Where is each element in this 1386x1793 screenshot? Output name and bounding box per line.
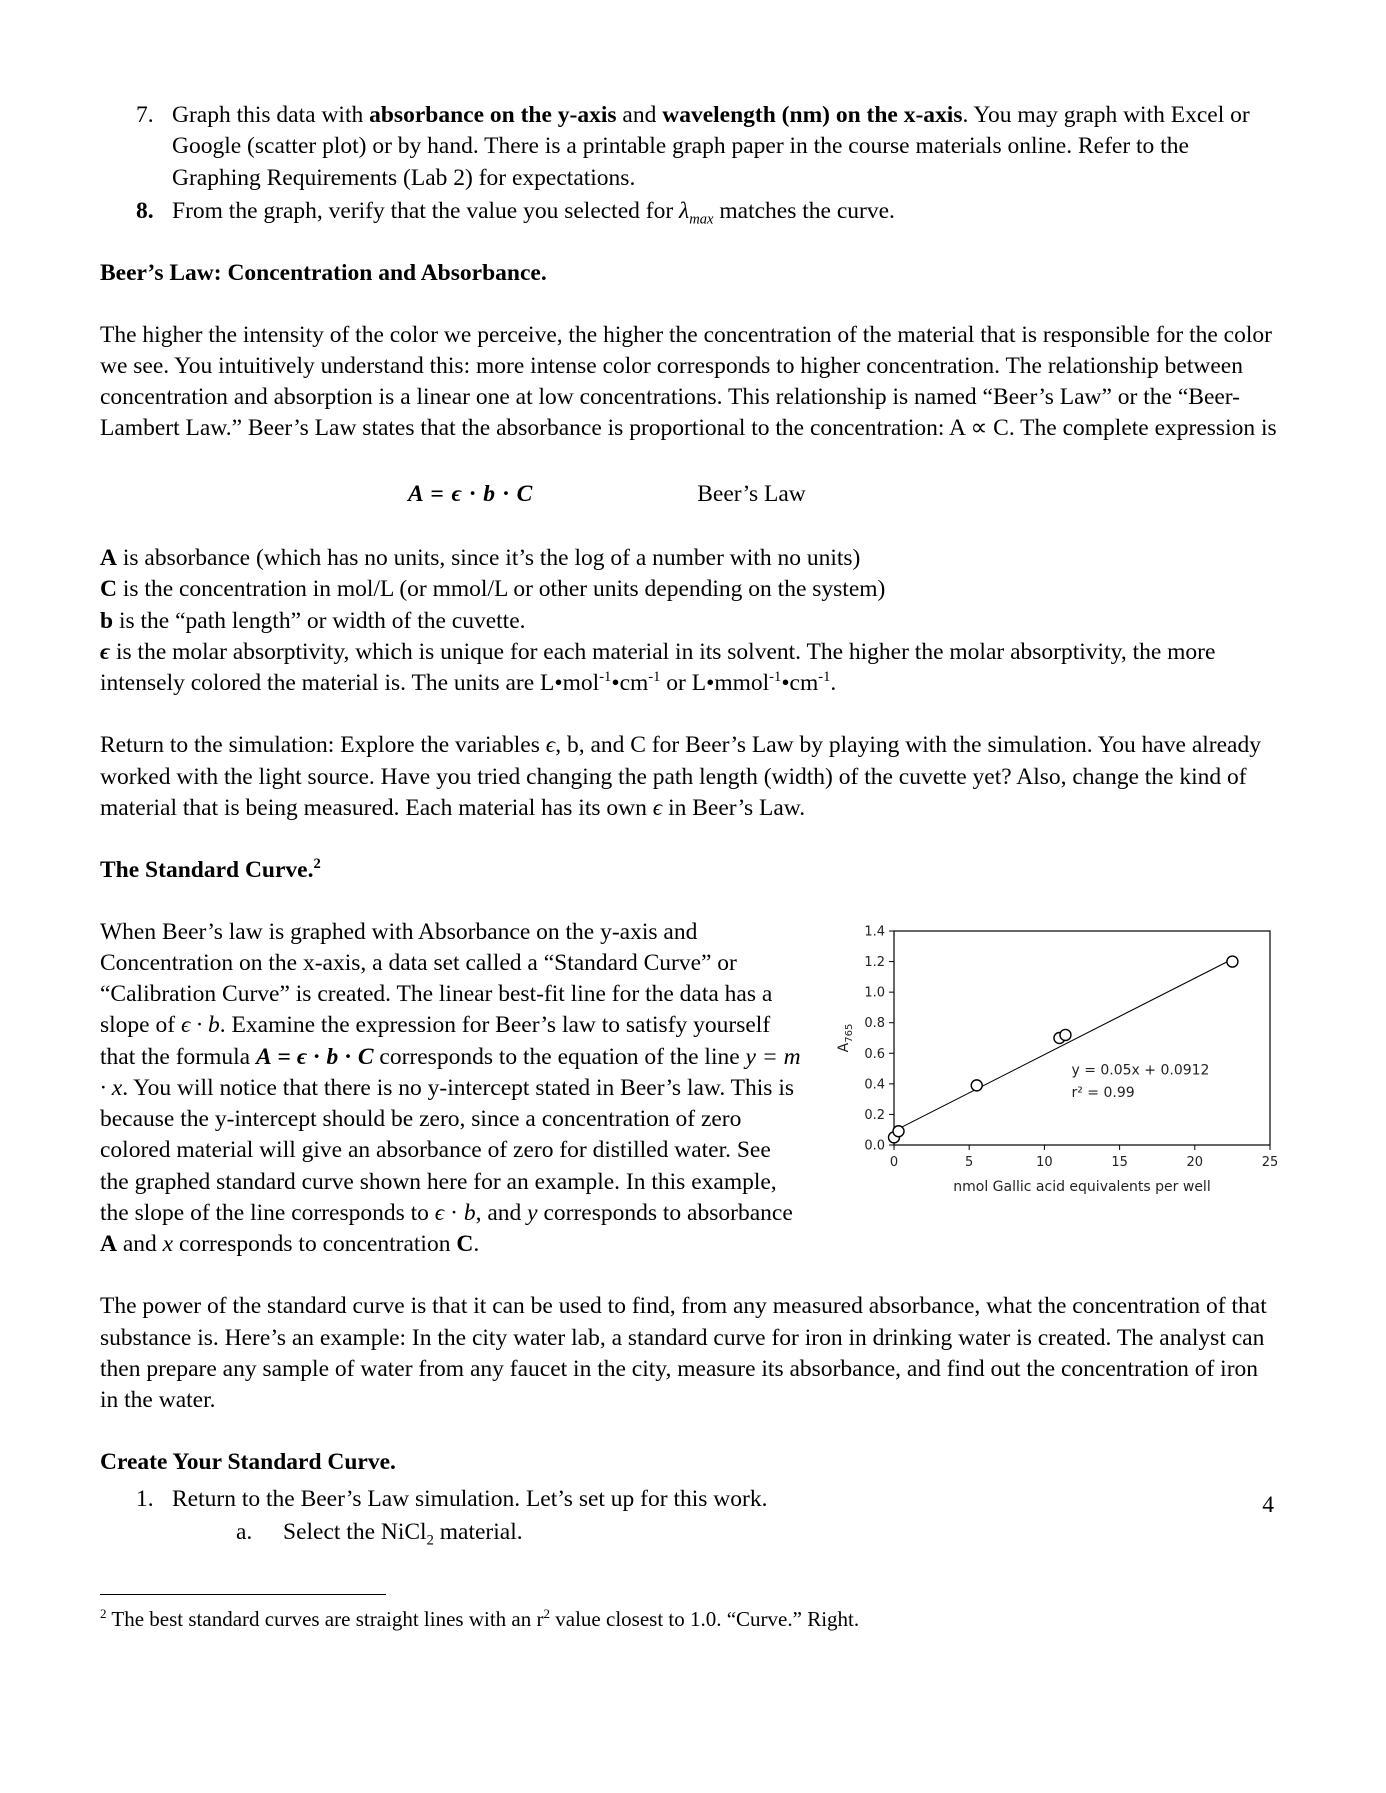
svg-text:0.4: 0.4	[864, 1076, 885, 1092]
svg-text:1.0: 1.0	[864, 985, 885, 1001]
footnote-reference: 2	[313, 856, 321, 873]
equation-label: Beer’s Law	[697, 480, 806, 507]
create-standard-curve-heading: Create Your Standard Curve.	[100, 1449, 396, 1476]
beers-law-intro-paragraph: The higher the intensity of the color we perceive, the higher the concentration of the material that is responsible for the color we see. You intuitively understand this: more intense color corresponds to higher concentration. The relationship between concentration and absorption is a linear one at low concentrations. This relationship is named “Beer’s Law” or the “Beer-Lambert Law.” Beer’s Law states that the absorbance is proportional to the concentration: A ∝ C. The complete expression is	[100, 321, 1277, 442]
power-of-standard-curve-paragraph: The power of the standard curve is that it can be used to find, from any measured absorbance, what the concentration of that substance is. Here’s an example: In the city water lab, a standard curve for iron in drinking water is created. The analyst can then prepare any sample of water from any faucet in the city, measure its absorbance, and find out the concentration of iron in the water.	[100, 1293, 1267, 1414]
beers-law-heading: Beer’s Law: Concentration and Absorbance.	[100, 260, 547, 286]
list-item-1a	[100, 1517, 1282, 1548]
list-item-text: Select the NiCl$_2$ material.	[283, 1519, 523, 1549]
svg-text:20: 20	[1186, 1154, 1204, 1170]
footnote-marker: 2	[100, 1606, 107, 1622]
list-item-text: Graph this data with absorbance on the y-axis and wavelength (nm) on the x-axis. You may graph with Excel or Google (scatter plot) or by hand. There is a printable graph paper in the course materials online. Refer to the Graphing Requirements (Lab 2) for expectations.	[172, 102, 1250, 191]
standard-curve-chart-svg	[830, 919, 1282, 1219]
svg-text:1.4: 1.4	[864, 924, 885, 940]
definition-C: C is the concentration in mol/L (or mmol/L or other units depending on the system)	[100, 576, 886, 603]
list-number: 7.	[136, 102, 154, 128]
footnote-separator	[100, 1594, 386, 1595]
standard-curve-chart	[830, 919, 1282, 1219]
return-to-simulation-paragraph: Return to the simulation: Explore the variables ϵ, b, and C for Beer’s Law by playing with the simulation. You have already worked with the light source. Have you tried changing the path length (width) of the cuvette yet? Also, change the kind of material that is being measured. Each material has its own ϵ in Beer’s Law.	[100, 732, 1261, 821]
standard-curve-paragraph: When Beer’s law is graphed with Absorbance on the y-axis and Concentration on the x-axis, a data set called a “Standard Curve” or “Calibration Curve” is created. The linear best-fit line for the data has a slope of ϵ · b. Examine the expression for Beer’s law to satisfy yourself that the formula A = ϵ · b · C corresponds to the equation of the line y = m · x. You will notice that there is no y-intercept stated in Beer’s law. This is because the y-intercept should be zero, since a concentration of zero colored material will give an absorbance of zero for distilled water. See the graphed standard curve shown here for an example. In this example, the slope of the line corresponds to ϵ · b, and y corresponds to absorbance A and x corresponds to concentration C.	[100, 918, 801, 1258]
svg-text:r² = 0.99: r² = 0.99	[1071, 1084, 1135, 1101]
standard-curve-heading	[100, 855, 1282, 886]
variable-definitions	[100, 543, 1282, 699]
footnote-text	[100, 1605, 1282, 1633]
svg-text:0: 0	[889, 1154, 899, 1170]
standard-curve-heading-text: The Standard Curve.	[100, 857, 314, 884]
list-number: 8.	[136, 197, 154, 224]
definition-b: b is the “path length” or width of the cuvette.	[100, 607, 526, 634]
footnote-body: The best standard curves are straight lines with an $r^2$ value closest to 1.0. “Curve.” Right.	[106, 1606, 860, 1632]
beers-law-equation	[100, 479, 1282, 510]
equation-formula: A = ϵ · b · C	[408, 480, 534, 507]
list-item-text: Return to the Beer’s Law simulation. Let’s set up for this work.	[172, 1485, 768, 1512]
graphing-instructions-list	[100, 100, 1282, 227]
svg-text:nmol Gallic acid equivalents p: nmol Gallic acid equivalents per well	[953, 1178, 1211, 1195]
svg-text:15: 15	[1111, 1154, 1128, 1170]
page-number: 4	[1262, 1492, 1274, 1518]
definition-epsilon: ϵ is the molar absorptivity, which is unique for each material in its solvent. The higher the molar absorptivity, the more intensely colored the material is. The units are $L•mol^{-1}•cm^{-1}$ or $L•mmol^{-1}•cm^{-1}$.	[100, 638, 1216, 697]
svg-text:1.2: 1.2	[864, 954, 885, 970]
svg-text:A765: $A_{765}$	[836, 1023, 855, 1052]
list-item-7	[100, 100, 1282, 194]
svg-text:10: 10	[1036, 1154, 1053, 1170]
standard-curve-section	[100, 917, 1282, 1261]
list-number: 1.	[136, 1485, 154, 1512]
list-item-1	[100, 1484, 1282, 1515]
svg-text:y = 0.05x + 0.0912: y = 0.05x + 0.0912	[1071, 1062, 1210, 1079]
svg-text:0.8: 0.8	[864, 1015, 885, 1031]
list-item-8	[100, 196, 1282, 227]
svg-text:0.6: 0.6	[864, 1046, 885, 1062]
svg-text:0.2: 0.2	[864, 1107, 885, 1123]
create-standard-curve-list	[100, 1484, 1282, 1549]
svg-text:25: 25	[1261, 1154, 1279, 1170]
definition-A: A is absorbance (which has no units, since it’s the log of a number with no units)	[100, 545, 861, 572]
svg-text:0.0: 0.0	[864, 1138, 885, 1154]
list-letter: a.	[236, 1519, 253, 1546]
list-item-text: From the graph, verify that the value you selected for $\lambda_{max}$ matches the curve.	[172, 197, 895, 228]
svg-text:5: 5	[965, 1154, 974, 1170]
